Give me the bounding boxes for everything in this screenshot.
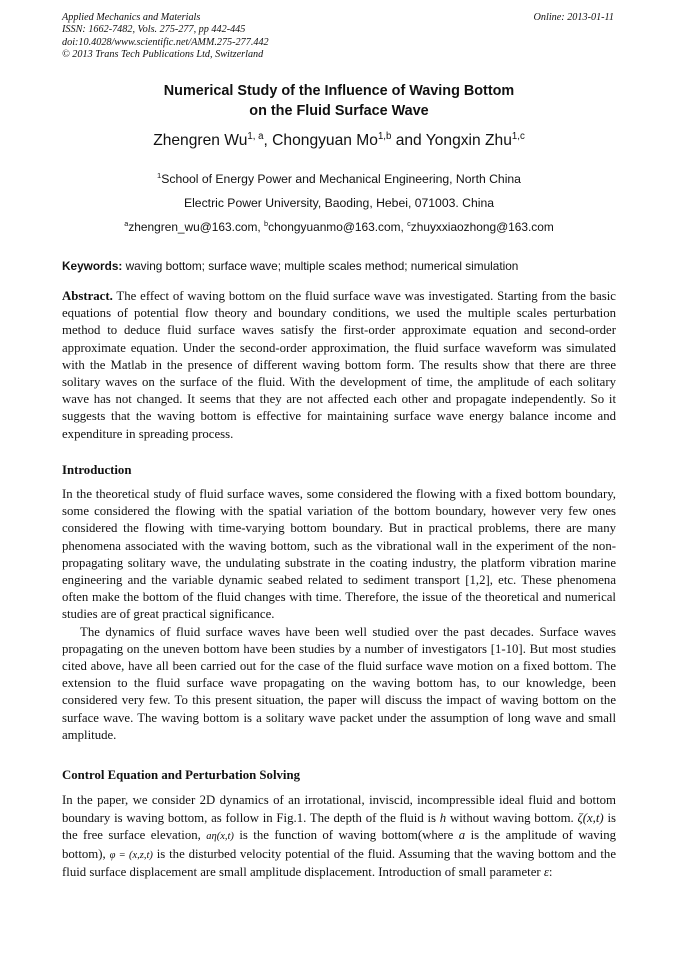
- author-2-affil: 1,b: [377, 130, 392, 142]
- email-c: zhuyxxiaozhong@163.com: [410, 220, 554, 234]
- email-b: chongyuanmo@163.com,: [268, 220, 408, 234]
- introduction-paragraph-1: In the theoretical study of fluid surface waves, some considered the flowing with a fixed bottom boundary, some considered the flowing with the spatial variation of the bottom boundary, however very few ones considered the flowing with time-varying bottom boundary. But in practical problems, there are many phenomena associated with the waving bottom, such as the vibrational wall in the experiment of the non-propagating solitary wave, the undulating substrate in the coating industry, the platform vibration marine engineering and the variable dynamic seabed related to sediment transport [1,2], etc. These phenomena often make the bottom of the fluid changes with time. Therefore, the issue of the theoretical and numerical studies are of great practical significance.: [62, 487, 616, 622]
- abstract-label: Abstract.: [62, 289, 113, 303]
- online-date: Online: 2013-01-11: [533, 12, 614, 23]
- control-equation-paragraph: [62, 792, 616, 882]
- affiliation-line-2: Electric Power University, Baoding, Hebei, 071003. China: [183, 196, 495, 210]
- author-3: and Yongxin Zhu: [391, 132, 512, 149]
- control-text-4: is the function of waving bottom(where: [233, 828, 459, 843]
- copyright-line: © 2013 Trans Tech Publications Ltd, Switzerland: [62, 48, 264, 60]
- author-emails: [62, 219, 616, 235]
- math-velocity-potential: φ = (x,z,t): [109, 849, 153, 861]
- doi-line: doi:10.4028/www.scientific.net/AMM.275-277.442: [62, 36, 269, 48]
- introduction-paragraph-2: The dynamics of fluid surface waves have been well studied over the past decades. Surface waves propagating on the uneven bottom have been studies by a number of investigators [1-10]. But most studies cited above, have all been carried out for the case of the fluid surface wave motion on a fixed bottom. The extension to the fluid surface wave propagating on the waving bottom has, to our knowledge, been considered very few. To this present situation, the paper will discuss the impact of waving bottom on the surface wave. The waving bottom is a solitary wave packet under the assumption of long wave and small amplitude.: [62, 624, 616, 742]
- math-depth-h: h: [439, 810, 447, 825]
- journal-header: [62, 12, 269, 61]
- math-waving-bottom: aη(x,t): [206, 831, 234, 843]
- email-mark-a: a: [124, 219, 129, 229]
- affiliation-text-1: School of Energy Power and Mechanical Engineering, North China: [161, 172, 521, 186]
- affiliation-mark: 1: [157, 170, 162, 180]
- keywords-label: Keywords:: [62, 259, 123, 273]
- email-mark-c: c: [407, 219, 411, 229]
- control-text-6: is the disturbed velocity potential of the fluid. Assuming that the waving bottom and the fluid surface displacement are small amplitude displacement. Introduction of small parameter: [62, 846, 616, 880]
- email-mark-b: b: [264, 219, 269, 229]
- control-text-1: In the paper, we consider 2D dynamics of an irrotational, inviscid, incompressible ideal fluid and bottom boundary is waving bottom, as follow in Fig.1. The depth of the fluid is: [62, 793, 616, 825]
- control-text-3: is the free surface elevation,: [62, 810, 616, 843]
- keywords: [62, 258, 616, 274]
- title-line-2: on the Fluid Surface Wave: [249, 102, 429, 119]
- email-a: zhengren_wu@163.com,: [128, 220, 265, 234]
- author-2: , Chongyuan Mo: [263, 132, 378, 149]
- paper-title: [62, 82, 616, 121]
- introduction-body: [62, 486, 616, 744]
- math-amplitude-a: a: [458, 828, 466, 843]
- control-equation-body: [62, 792, 616, 882]
- abstract-text: The effect of waving bottom on the fluid surface wave was investigated. Starting from the basic equations of potential flow theory and boundary conditions, we used the multiple scales perturbation method to deduce fluid surface waves satisfy the first-order approximate equation and second-order approximate equation. Under the second-order approximation, the fluid surface waveform was simulated with the Matlab in the presence of different waving bottom form. The results show that there are three solitary waves on the surface of the fluid. With the development of time, the amplitude of each solitary wave has not changed. It seems that they are not affected each other and propagate independently. So it suggests that the waving bottom is effective for maintaining surface wave energy balance income and expenditure in spreading process.: [62, 289, 616, 441]
- author-1: Zhengren Wu: [153, 132, 248, 149]
- math-epsilon: ε: [543, 865, 549, 880]
- journal-name: Applied Mechanics and Materials: [62, 12, 201, 23]
- title-line-1: Numerical Study of the Influence of Waving Bottom: [163, 83, 515, 99]
- keywords-text: waving bottom; surface wave; multiple scales method; numerical simulation: [122, 259, 519, 273]
- control-text-5: is the amplitude of waving bottom),: [62, 828, 616, 861]
- author-1-affil: 1, a: [247, 130, 264, 142]
- affiliation-line-1: [62, 171, 616, 187]
- abstract: [62, 288, 616, 443]
- control-text-2: without waving bottom.: [446, 810, 578, 825]
- control-text-7: :: [548, 865, 553, 880]
- control-equation-heading: Control Equation and Perturbation Solving: [62, 768, 300, 782]
- author-list: [62, 131, 616, 151]
- issn-line: ISSN: 1662-7482, Vols. 275-277, pp 442-445: [62, 24, 246, 36]
- math-surface-elevation: ζ(x,t): [577, 810, 604, 825]
- introduction-heading: Introduction: [62, 463, 132, 477]
- author-3-affil: 1,c: [511, 130, 525, 142]
